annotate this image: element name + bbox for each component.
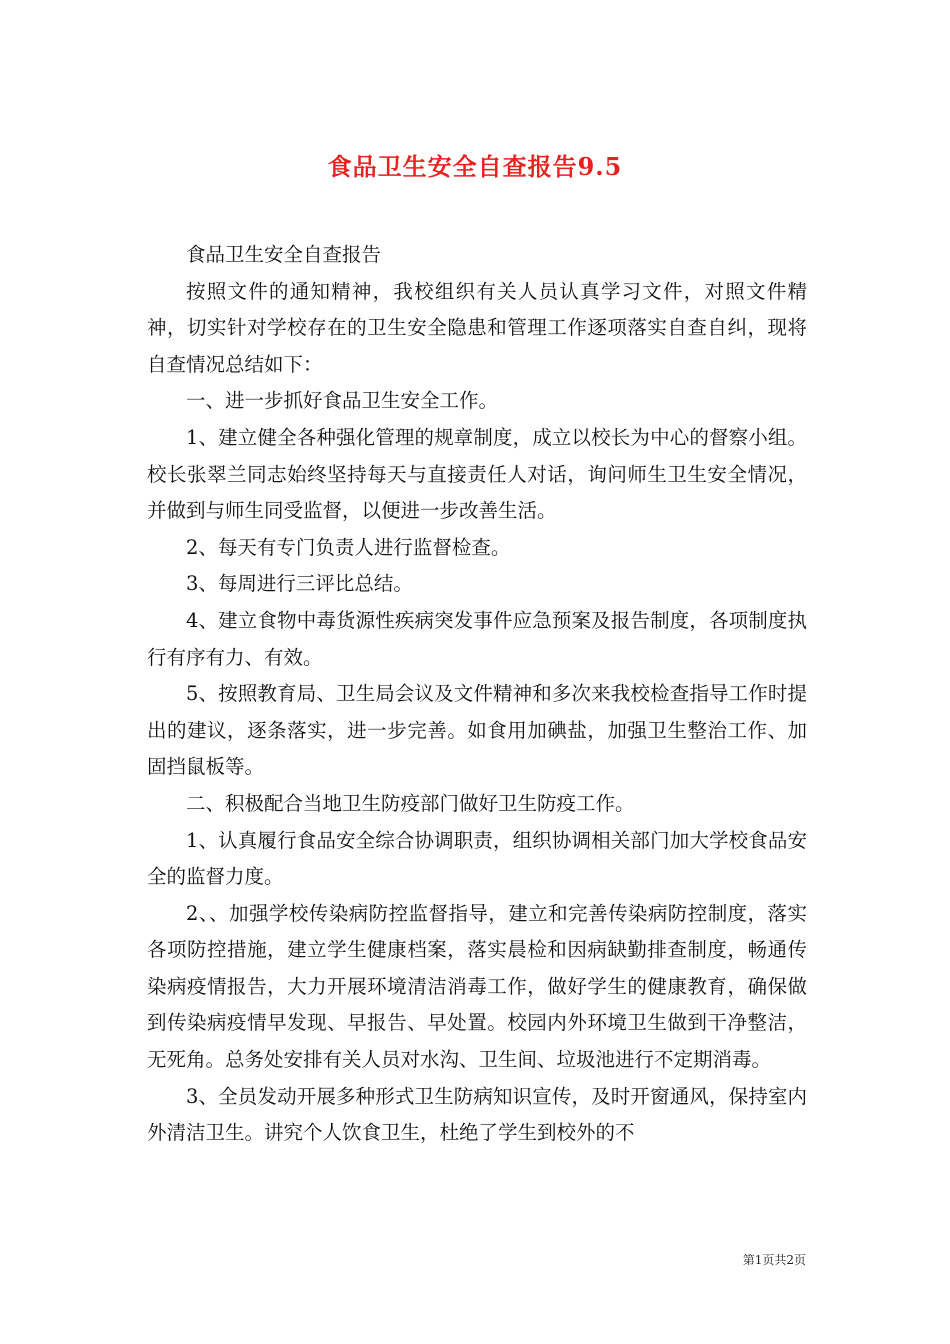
- document-body: [147, 237, 807, 1152]
- paragraph-heading: 食品卫生安全自查报告: [186, 243, 382, 266]
- paragraph-intro: 按照文件的通知精神，我校组织有关人员认真学习文件，对照文件精神，切实针对学校存在的卫生安全隐患和管理工作逐项落实自查自纠，现将自查情况总结如下：: [147, 279, 807, 376]
- list-item: 2、每天有专门负责人进行监督检查。: [186, 535, 511, 559]
- list-item: 1、认真履行食品安全综合协调职责，组织协调相关部门加大学校食品安全的监督力度。: [147, 828, 807, 889]
- list-item: 4、建立食物中毒货源性疾病突发事件应急预案及报告制度，各项制度执行有序有力、有效。: [147, 608, 807, 669]
- list-item: 3、全员发动开展多种形式卫生防病知识宣传，及时开窗通风，保持室内外清洁卫生。讲究个人饮食卫生，杜绝了学生到校外的不: [147, 1084, 807, 1145]
- list-item: 5、按照教育局、卫生局会议及文件精神和多次来我校检查指导工作时提出的建议，逐条落实，进一步完善。如食用加碘盐，加强卫生整治工作、加固挡鼠板等。: [147, 682, 807, 779]
- section-heading-2: 二、积极配合当地卫生防疫部门做好卫生防疫工作。: [186, 791, 635, 815]
- list-item: 2、、加强学校传染病防控监督指导，建立和完善传染病防控制度，落实各项防控措施，建立学生健康档案，落实晨检和因病缺勤排查制度，畅通传染病疫情报告，大力开展环境清洁消毒工作，做好学生的健康教育，确保做到传染病疫情早发现、早报告、早处置。校园内外环境卫生做到干净整洁，无死角。总务处安排有关人员对水沟、卫生间、垃圾池进行不定期消毒。: [147, 901, 807, 1072]
- section-heading-1: 一、进一步抓好食品卫生安全工作。: [186, 389, 499, 413]
- document-title: 食品卫生安全自查报告9.5: [327, 152, 623, 182]
- list-item: 1、建立健全各种强化管理的规章制度，成立以校长为中心的督察小组。校长张翠兰同志始终坚持每天与直接责任人对话，询问师生卫生安全情况，并做到与师生同受监督，以便进一步改善生活。: [147, 425, 807, 523]
- page-number: 第1页共2页: [742, 1253, 806, 1267]
- list-item: 3、每周进行三评比总结。: [186, 572, 413, 596]
